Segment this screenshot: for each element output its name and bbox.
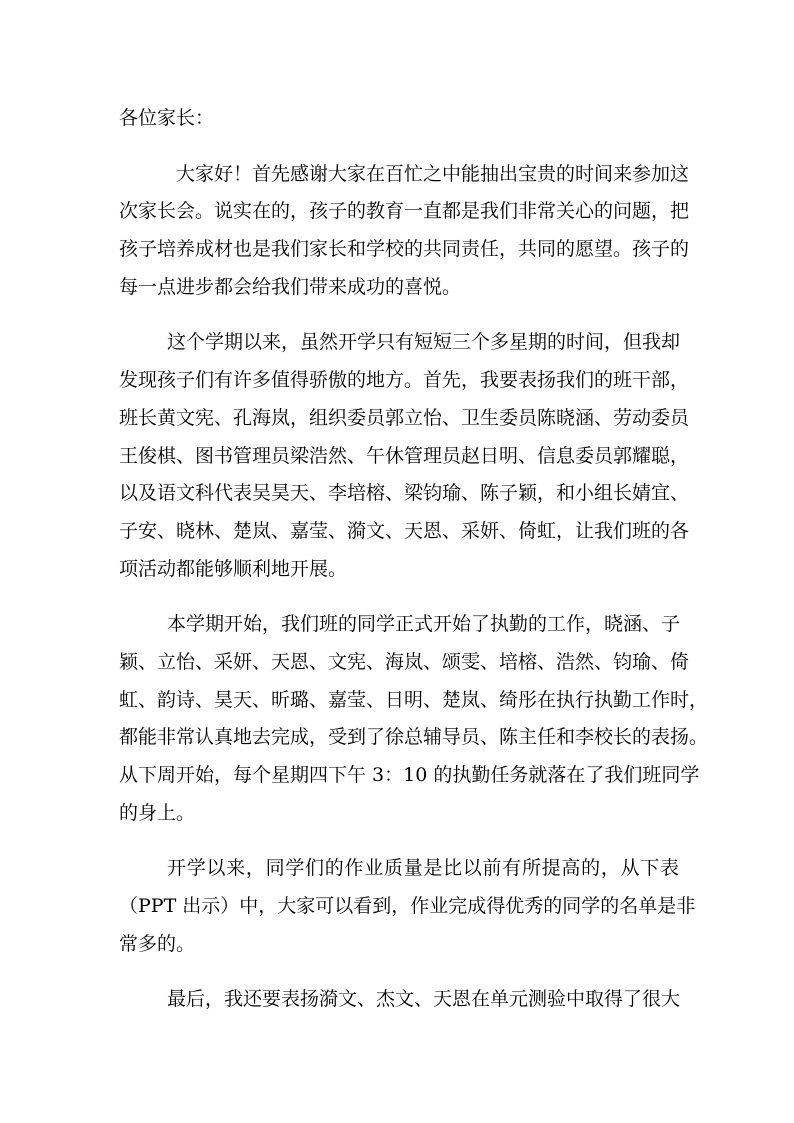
paragraph-homework <box>119 850 696 963</box>
paragraph-closing <box>119 981 679 1019</box>
paragraph-line: 都能非常认真地去完成，受到了徐总辅导员、陈主任和李校长的表扬。 <box>119 726 709 749</box>
letter-body <box>119 100 709 1019</box>
paragraph-line: 每一点进步都会给我们带来成功的喜悦。 <box>119 275 462 298</box>
paragraph-line: 以及语文科代表吴昊天、李培榕、梁钧瑜、陈子颖，和小组长婧宜、 <box>119 482 690 505</box>
paragraph-line: 本学期开始，我们班的同学正式开始了执勤的工作，晓涵、子 <box>167 613 681 636</box>
paragraph-line: 大家好！首先感谢大家在百忙之中能抽出宝贵的时间来参加这 <box>176 162 690 185</box>
paragraph-line: 最后，我还要表扬漪文、杰文、天恩在单元测验中取得了很大 <box>167 988 681 1011</box>
paragraph-line: 发现孩子们有许多值得骄傲的地方。首先，我要表扬我们的班干部， <box>119 369 690 392</box>
paragraph-class-leaders <box>119 324 690 588</box>
paragraph-line: 虹、韵诗、昊天、昕璐、嘉莹、日明、楚岚、绮彤在执行执勤工作时， <box>119 688 709 711</box>
paragraph-line: 这个学期以来，虽然开学只有短短三个多星期的时间，但我却 <box>167 331 681 354</box>
paragraph-line: 开学以来，同学们的作业质量是比以前有所提高的，从下表 <box>167 857 679 880</box>
paragraph-line: 子安、晓林、楚岚、嘉莹、漪文、天恩、采妍、倚虹，让我们班的各 <box>119 519 690 542</box>
paragraph-line: 次家长会。说实在的，孩子的教育一直都是我们非常关心的问题，把 <box>119 200 690 223</box>
greeting: 各位家长： <box>119 107 215 129</box>
paragraph-line: 孩子培养成材也是我们家长和学校的共同责任，共同的愿望。孩子的 <box>119 238 690 261</box>
paragraph-line: 颖、立怡、采妍、天恩、文宪、海岚、颂雯、培榕、浩然、钧瑜、倚 <box>119 650 690 673</box>
paragraph-line: 王俊棋、图书管理员梁浩然、午休管理员赵日明、信息委员郭耀聪， <box>119 444 690 467</box>
paragraph-line: 班长黄文宪、孔海岚，组织委员郭立怡、卫生委员陈晓涵、劳动委员 <box>119 406 690 429</box>
paragraph-line: 常多的。 <box>119 932 196 955</box>
paragraph-line: 的身上。 <box>119 801 196 824</box>
paragraph-line: （PPT 出示）中，大家可以看到，作业完成得优秀的同学的名单是非 <box>119 895 696 918</box>
paragraph-line: 项活动都能够顺利地开展。 <box>119 557 348 580</box>
paragraph-line: 从下周开始，每个星期四下午 3：10 的执勤任务就落在了我们班同学 <box>119 764 700 786</box>
paragraph-duty-work <box>119 606 709 832</box>
paragraph-welcome <box>119 156 690 307</box>
